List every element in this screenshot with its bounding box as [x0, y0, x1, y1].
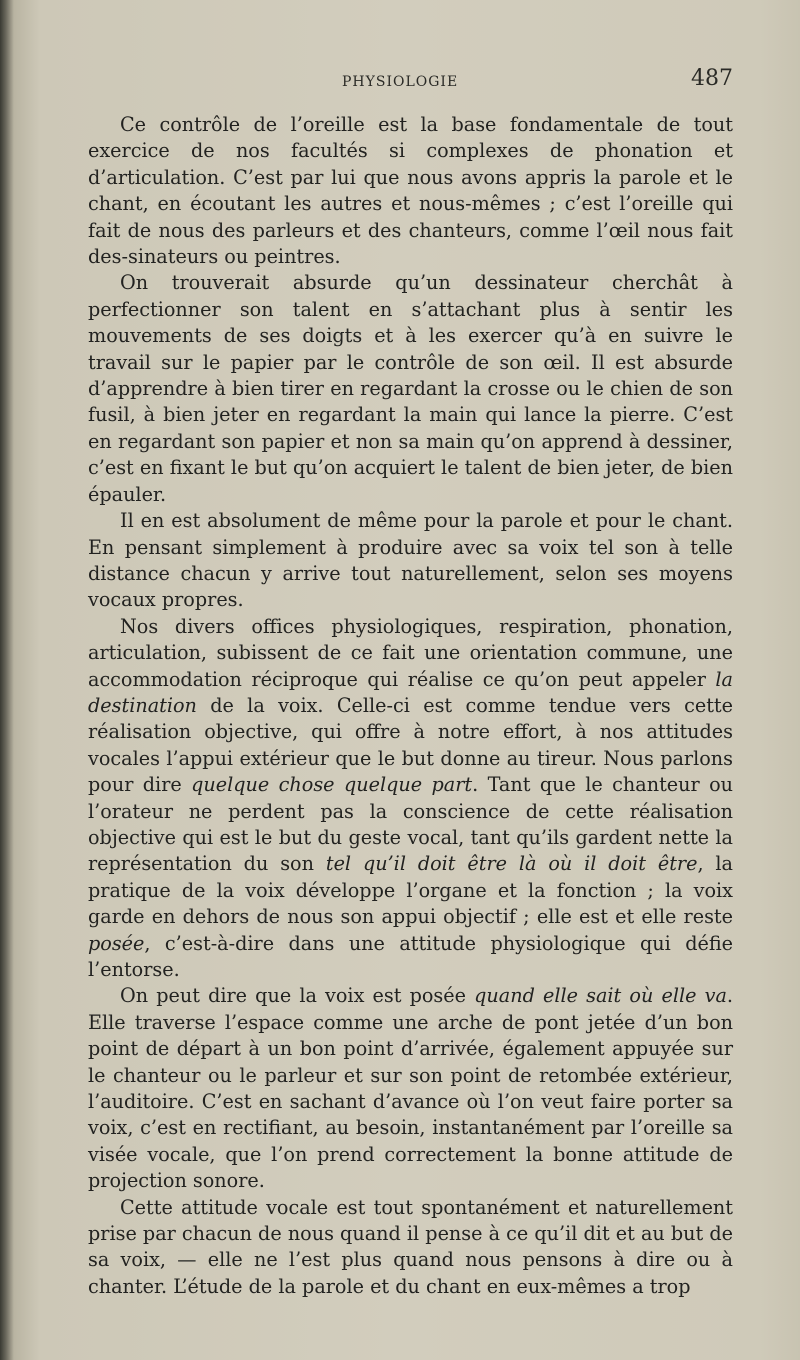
paragraph-3: Il en est absolument de même pour la parole et pour le chant. En pensant simplement à produire avec sa voix tel son à telle distance chacun y arrive tout naturellement, selon ses moyens vocaux propres.	[88, 509, 733, 612]
paragraph-4: Nos divers offices physiologiques, respiration, phonation, articulation, subissent de ce fait une orientation commune, une accommodation réciproque qui réalise ce qu’on peut appeler la destination de la voix. Celle-ci est comme tendue vers cette réalisation objective, qui offre à notre effort, à nos attitudes vocales l’appui extérieur que le but donne au tireur. Nous parlons pour dire quelque chose quelque part. Tant que le chanteur ou l’orateur ne perdent pas la conscience de cette réalisation objective qui est le but du geste vocal, tant qu’ils gardent nette la représentation du son tel qu’il doit être là où il doit être, la pratique de la voix développe l’organe et la fonction ; la voix garde en dehors de nous son appui objectif ; elle est et elle reste posée, c’est-à-dire dans une attitude physiologique qui défie l’entorse.	[88, 614, 733, 981]
italic-phrase: la destination	[88, 667, 733, 717]
italic-phrase: tel qu’il doit être là où il doit être	[325, 852, 698, 876]
page-number: 487	[691, 66, 733, 91]
body-text	[88, 112, 733, 1300]
italic-phrase: quelque chose quelque part	[191, 773, 473, 797]
paragraph-5: On peut dire que la voix est posée quand elle sait où elle va. Elle traverse l’espace comme une arche de pont jetée d’un bon point de départ à un bon point d’arrivée, également appuyée sur le chanteur ou le parleur et sur son point de retombée extérieur, l’auditoire. C’est en sachant d’avance où l’on veut faire porter sa voix, c’est en rectifiant, au besoin, instantanément par l’oreille sa visée vocale, que l’on prend correctement la bonne attitude de projection sonore.	[88, 984, 733, 1193]
page-header	[88, 66, 733, 96]
paragraph-2: On trouverait absurde qu’un dessinateur cherchât à perfectionner son talent en s’attachant plus à sentir les mouvements de ses doigts et à les exercer qu’à en suivre le travail sur le papier par le contrôle de son œil. Il est absurde d’apprendre à bien tirer en regardant la crosse ou le chien de son fusil, à bien jeter en regardant la main qui lance la pierre. C’est en regardant son papier et non sa main qu’on apprend à dessiner, c’est en fixant le but qu’on acquiert le talent de bien jeter, de bien épauler.	[88, 271, 733, 506]
italic-phrase: quand elle sait où elle va	[474, 984, 727, 1008]
paragraph-6: Cette attitude vocale est tout spontanément et naturellement prise par chacun de nous quand il pense à ce qu’il dit et au but de sa voix, — elle ne l’est plus quand nous pensons à dire ou à chanter. L’étude de la parole et du chant en eux-mêmes a trop	[88, 1195, 733, 1298]
paragraph-1: Ce contrôle de l’oreille est la base fondamentale de tout exercice de nos facultés si complexes de phonation et d’articulation. C’est par lui que nous avons appris la parole et le chant, en écoutant les autres et nous-mêmes ; c’est l’oreille qui fait de nous des parleurs et des chanteurs, comme l’œil nous fait des-sinateurs ou peintres.	[88, 113, 733, 269]
running-head: PHYSIOLOGIE	[342, 74, 459, 90]
italic-phrase: posée	[88, 931, 145, 955]
